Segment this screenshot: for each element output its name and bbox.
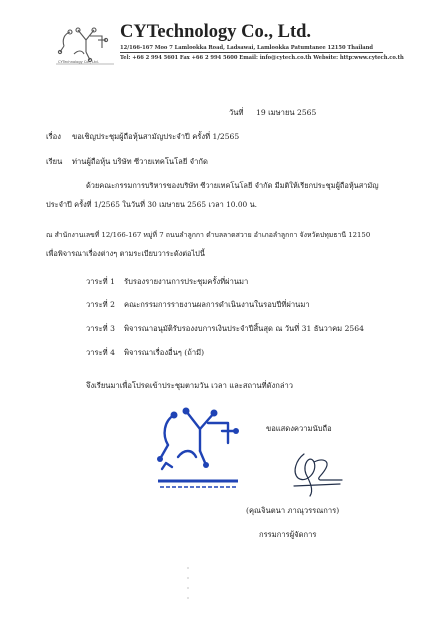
signer-title: กรรมการผู้จัดการ <box>259 530 317 539</box>
subject-label: เรื่อง <box>46 132 61 141</box>
agenda-label-1: วาระที่ 1 <box>86 277 115 286</box>
agenda-label-2: วาระที่ 2 <box>86 300 115 309</box>
logo-wordmark: CYTechnology Co., Ltd. <box>58 60 99 64</box>
handwritten-signature-icon <box>284 450 344 498</box>
signer-name: (คุณจินตนา ภาณุวรรณการ) <box>246 506 340 515</box>
company-stamp-icon <box>152 405 242 495</box>
to-text: ท่านผู้ถือหุ้น บริษัท ซีวายเทคโนโลยี จำกัด <box>72 157 208 166</box>
paragraph-2-line-1: ณ สำนักงานเลขที่ 12/166-167 หมู่ที่ 7 ถนนลำลูกกา ตำบลลาดสวาย อำเภอลำลูกกา จังหวัดปทุมธานี 12150 <box>46 231 371 239</box>
agenda-text-3: พิจารณาอนุมัติรับรองงบการเงินประจำปีสิ้นสุด ณ วันที่ 31 ธันวาคม 2564 <box>124 324 364 333</box>
date-label: วันที่ <box>229 108 244 117</box>
paragraph-1-line-2: ประจำปี ครั้งที่ 1/2565 ในวันที่ 30 เมษายน 2565 เวลา 10.00 น. <box>46 200 258 209</box>
scan-artifact-dots <box>186 565 190 605</box>
agenda-text-1: รับรองรายงานการประชุมครั้งที่ผ่านมา <box>124 277 249 286</box>
cytechnology-logo-icon <box>56 24 114 68</box>
company-name: CYTechnology Co., Ltd. <box>120 22 312 42</box>
agenda-label-4: วาระที่ 4 <box>86 348 115 357</box>
agenda-label-3: วาระที่ 3 <box>86 324 115 333</box>
paragraph-1-line-1: ด้วยคณะกรรมการบริหารของบริษัท ซีวายเทคโนโลยี จำกัด มีมติให้เรียกประชุมผู้ถือหุ้นสามัญ <box>86 181 379 190</box>
date-value: 19 เมษายน 2565 <box>256 108 317 117</box>
company-address: 12/166-167 Moo 7 Lamlookka Road, Ladsawai, Lamlookka Patumtanee 12150 Thailand <box>120 45 374 51</box>
agenda-text-4: พิจารณาเรื่องอื่นๆ (ถ้ามี) <box>124 348 205 357</box>
salutation: ขอแสดงความนับถือ <box>266 424 332 433</box>
agenda-text-2: คณะกรรมการรายงานผลการดำเนินงานในรอบปีที่ผ่านมา <box>124 300 310 309</box>
subject-text: ขอเชิญประชุมผู้ถือหุ้นสามัญประจำปี ครั้งที่ 1/2565 <box>72 132 240 141</box>
company-contact: Tel: +66 2 994 5601 Fax +66 2 994 5600 Email: info@cytech.co.th Website: http:www.cytech.co.th <box>120 55 404 61</box>
closing-paragraph: จึงเรียนมาเพื่อโปรดเข้าประชุมตามวัน เวลา และสถานที่ดังกล่าว <box>86 381 294 390</box>
to-label: เรียน <box>46 157 63 166</box>
letterhead-divider <box>120 52 383 53</box>
paragraph-2-line-2: เพื่อพิจารณาเรื่องต่างๆ ตามระเบียบวาระดังต่อไปนี้ <box>46 249 205 258</box>
